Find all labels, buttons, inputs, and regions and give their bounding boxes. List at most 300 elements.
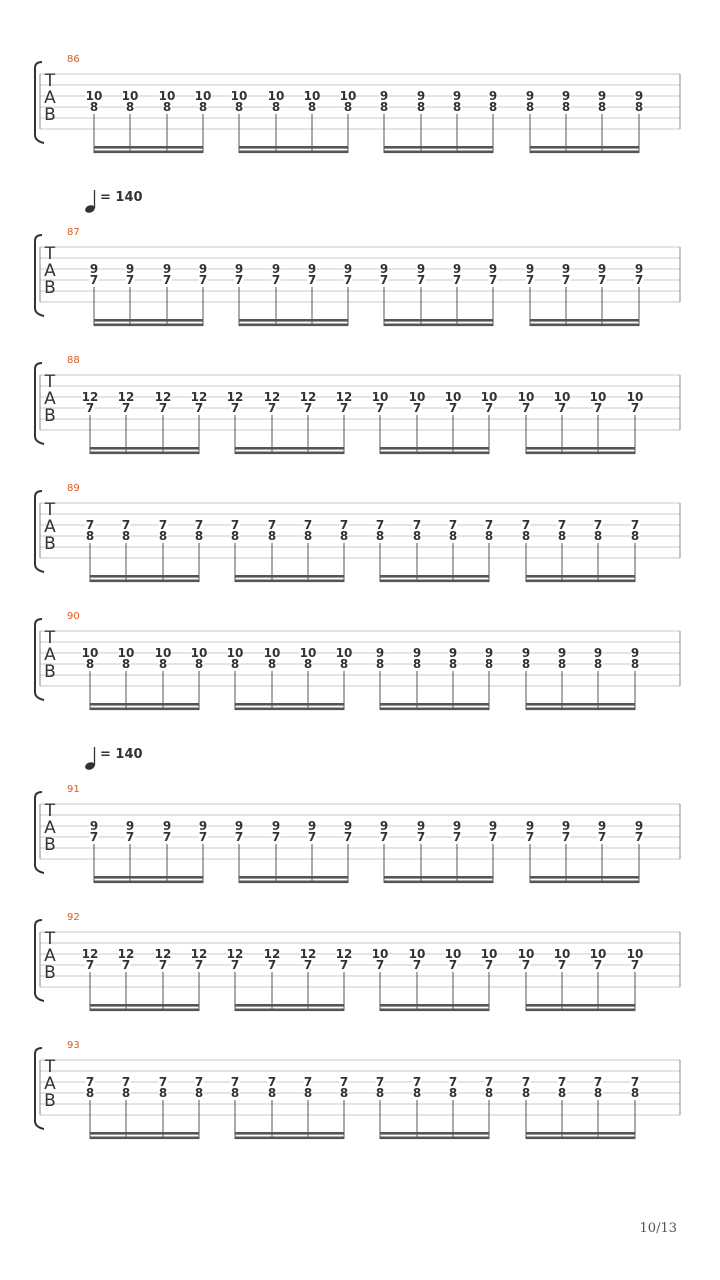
beam-secondary [235, 580, 344, 583]
beam-primary [526, 447, 635, 450]
beam-secondary [239, 881, 348, 884]
measure-number: 87 [67, 227, 80, 238]
beam-secondary [526, 708, 635, 711]
fret-number: 8 [85, 529, 95, 543]
fret-number: 7 [158, 518, 168, 532]
measure-number: 89 [67, 483, 80, 494]
fret-number: 8 [593, 1086, 603, 1100]
fret-number: 9 [198, 262, 208, 276]
fret-number: 9 [271, 819, 281, 833]
fret-number: 7 [85, 518, 95, 532]
fret-number: 9 [448, 646, 458, 660]
beam-primary [90, 1132, 199, 1135]
fret-number: 7 [194, 401, 204, 415]
fret-number: 8 [267, 529, 277, 543]
fret-number: 10 [190, 646, 208, 660]
page-number: 10/13 [639, 1221, 677, 1236]
fret-number: 8 [448, 657, 458, 671]
tab-clef-letter: A [44, 517, 56, 537]
tab-clef-letter: B [44, 534, 56, 554]
fret-number: 12 [190, 947, 208, 961]
fret-number: 10 [226, 646, 244, 660]
fret-number: 9 [416, 89, 426, 103]
fret-number: 9 [597, 819, 607, 833]
fret-number: 9 [597, 262, 607, 276]
fret-number: 9 [561, 262, 571, 276]
fret-number: 8 [303, 657, 313, 671]
fret-number: 9 [379, 262, 389, 276]
fret-number: 7 [267, 401, 277, 415]
beam-secondary [90, 1009, 199, 1012]
fret-number: 9 [379, 819, 389, 833]
beam-secondary [90, 708, 199, 711]
fret-number: 7 [484, 518, 494, 532]
fret-number: 10 [339, 89, 357, 103]
fret-number: 7 [89, 830, 99, 844]
fret-number: 12 [263, 947, 281, 961]
fret-number: 8 [630, 1086, 640, 1100]
fret-number: 10 [230, 89, 248, 103]
tab-clef-letter: T [44, 244, 56, 264]
fret-number: 12 [226, 947, 244, 961]
beam-secondary [380, 708, 489, 711]
fret-number: 7 [230, 1075, 240, 1089]
fret-number: 7 [158, 1075, 168, 1089]
fret-number: 7 [593, 958, 603, 972]
beam-primary [526, 575, 635, 578]
beam-secondary [239, 151, 348, 154]
fret-number: 7 [557, 401, 567, 415]
tab-clef-letter: B [44, 1091, 56, 1111]
fret-number: 9 [525, 89, 535, 103]
fret-number: 7 [521, 1075, 531, 1089]
fret-number: 7 [343, 830, 353, 844]
fret-number: 7 [375, 518, 385, 532]
fret-number: 9 [375, 646, 385, 660]
fret-number: 10 [371, 947, 389, 961]
fret-number: 8 [452, 100, 462, 114]
fret-number: 7 [484, 958, 494, 972]
fret-number: 10 [444, 947, 462, 961]
fret-number: 8 [593, 529, 603, 543]
fret-number: 8 [158, 1086, 168, 1100]
measure-number: 92 [67, 912, 80, 923]
beam-primary [94, 876, 203, 879]
fret-number: 7 [412, 1075, 422, 1089]
fret-number: 8 [303, 529, 313, 543]
fret-number: 7 [121, 401, 131, 415]
fret-number: 9 [198, 819, 208, 833]
fret-number: 8 [521, 657, 531, 671]
fret-number: 12 [299, 947, 317, 961]
beam-primary [526, 703, 635, 706]
fret-number: 10 [81, 646, 99, 660]
fret-number: 10 [480, 390, 498, 404]
fret-number: 8 [412, 1086, 422, 1100]
fret-number: 9 [416, 819, 426, 833]
fret-number: 12 [299, 390, 317, 404]
beam-primary [239, 319, 348, 322]
beam-primary [90, 703, 199, 706]
beam-primary [94, 146, 203, 149]
measure-number: 86 [67, 54, 80, 65]
fret-number: 10 [117, 646, 135, 660]
fret-number: 7 [484, 401, 494, 415]
fret-number: 8 [230, 657, 240, 671]
fret-number: 10 [626, 390, 644, 404]
fret-number: 9 [271, 262, 281, 276]
fret-number: 7 [484, 1075, 494, 1089]
fret-number: 8 [525, 100, 535, 114]
fret-number: 7 [521, 518, 531, 532]
fret-number: 9 [343, 819, 353, 833]
fret-number: 8 [484, 529, 494, 543]
fret-number: 7 [448, 1075, 458, 1089]
fret-number: 7 [194, 958, 204, 972]
fret-number: 9 [234, 819, 244, 833]
fret-number: 8 [484, 1086, 494, 1100]
fret-number: 12 [81, 947, 99, 961]
beam-secondary [526, 452, 635, 455]
beam-primary [94, 319, 203, 322]
measure-number: 91 [67, 784, 80, 795]
fret-number: 9 [125, 819, 135, 833]
fret-number: 7 [630, 518, 640, 532]
tab-clef-letter: A [44, 88, 56, 108]
fret-number: 7 [339, 518, 349, 532]
fret-number: 8 [416, 100, 426, 114]
fret-number: 7 [630, 958, 640, 972]
fret-number: 7 [198, 830, 208, 844]
fret-number: 7 [412, 518, 422, 532]
fret-number: 8 [448, 529, 458, 543]
fret-number: 9 [307, 819, 317, 833]
fret-number: 7 [339, 401, 349, 415]
fret-number: 7 [557, 1075, 567, 1089]
fret-number: 8 [121, 529, 131, 543]
tab-clef-letter: B [44, 835, 56, 855]
fret-number: 9 [484, 646, 494, 660]
beam-primary [380, 575, 489, 578]
beam-primary [380, 447, 489, 450]
beam-secondary [526, 1137, 635, 1140]
fret-number: 8 [484, 657, 494, 671]
fret-number: 8 [557, 657, 567, 671]
fret-number: 9 [488, 819, 498, 833]
fret-number: 10 [517, 947, 535, 961]
fret-number: 7 [525, 273, 535, 287]
fret-number: 10 [444, 390, 462, 404]
fret-number: 7 [630, 401, 640, 415]
fret-number: 9 [634, 89, 644, 103]
tab-clef-letter: A [44, 389, 56, 409]
fret-number: 8 [630, 529, 640, 543]
beam-secondary [235, 452, 344, 455]
fret-number: 10 [154, 646, 172, 660]
fret-number: 7 [125, 830, 135, 844]
tempo-marking: = 140 [100, 190, 143, 205]
tab-clef-letter: B [44, 406, 56, 426]
fret-number: 9 [379, 89, 389, 103]
fret-number: 8 [375, 1086, 385, 1100]
measure-number: 93 [67, 1040, 80, 1051]
beam-primary [384, 876, 493, 879]
fret-number: 10 [408, 390, 426, 404]
fret-number: 7 [375, 1075, 385, 1089]
beam-secondary [530, 151, 639, 154]
fret-number: 8 [375, 657, 385, 671]
fret-number: 10 [299, 646, 317, 660]
beam-secondary [530, 881, 639, 884]
fret-number: 10 [194, 89, 212, 103]
tab-clef-letter: T [44, 801, 56, 821]
fret-number: 7 [343, 273, 353, 287]
beam-secondary [384, 151, 493, 154]
fret-number: 9 [234, 262, 244, 276]
fret-number: 9 [521, 646, 531, 660]
fret-number: 7 [525, 830, 535, 844]
fret-number: 9 [488, 89, 498, 103]
fret-number: 8 [121, 657, 131, 671]
beam-secondary [94, 324, 203, 327]
beam-secondary [235, 708, 344, 711]
fret-number: 8 [303, 1086, 313, 1100]
fret-number: 7 [412, 401, 422, 415]
fret-number: 7 [561, 273, 571, 287]
beam-primary [384, 146, 493, 149]
fret-number: 8 [339, 657, 349, 671]
fret-number: 7 [339, 958, 349, 972]
fret-number: 8 [488, 100, 498, 114]
fret-number: 7 [452, 273, 462, 287]
fret-number: 7 [375, 401, 385, 415]
fret-number: 8 [593, 657, 603, 671]
fret-number: 9 [162, 819, 172, 833]
fret-number: 9 [634, 819, 644, 833]
fret-number: 8 [121, 1086, 131, 1100]
beam-secondary [380, 1009, 489, 1012]
fret-number: 9 [452, 819, 462, 833]
fret-number: 7 [379, 830, 389, 844]
fret-number: 10 [303, 89, 321, 103]
beam-secondary [239, 324, 348, 327]
fret-number: 12 [81, 390, 99, 404]
fret-number: 7 [634, 273, 644, 287]
fret-number: 7 [267, 1075, 277, 1089]
fret-number: 8 [521, 1086, 531, 1100]
beam-secondary [90, 580, 199, 583]
fret-number: 7 [593, 1075, 603, 1089]
fret-number: 8 [597, 100, 607, 114]
fret-number: 10 [335, 646, 353, 660]
fret-number: 8 [375, 529, 385, 543]
beam-primary [384, 319, 493, 322]
fret-number: 9 [488, 262, 498, 276]
beam-primary [235, 1004, 344, 1007]
fret-number: 7 [85, 958, 95, 972]
fret-number: 7 [194, 1075, 204, 1089]
fret-number: 8 [412, 657, 422, 671]
beam-secondary [384, 881, 493, 884]
fret-number: 12 [190, 390, 208, 404]
beam-primary [90, 1004, 199, 1007]
beam-primary [239, 146, 348, 149]
fret-number: 7 [630, 1075, 640, 1089]
tempo-marking: = 140 [100, 747, 143, 762]
fret-number: 10 [626, 947, 644, 961]
fret-number: 9 [307, 262, 317, 276]
beam-secondary [90, 1137, 199, 1140]
tab-clef-letter: A [44, 946, 56, 966]
fret-number: 10 [158, 89, 176, 103]
fret-number: 8 [230, 1086, 240, 1100]
fret-number: 9 [412, 646, 422, 660]
fret-number: 8 [158, 657, 168, 671]
beam-primary [235, 575, 344, 578]
fret-number: 7 [198, 273, 208, 287]
fret-number: 7 [379, 273, 389, 287]
fret-number: 8 [561, 100, 571, 114]
fret-number: 10 [517, 390, 535, 404]
fret-number: 8 [448, 1086, 458, 1100]
fret-number: 7 [416, 830, 426, 844]
fret-number: 8 [634, 100, 644, 114]
beam-secondary [380, 452, 489, 455]
fret-number: 8 [339, 1086, 349, 1100]
fret-number: 7 [597, 273, 607, 287]
fret-number: 9 [89, 819, 99, 833]
beam-secondary [526, 1009, 635, 1012]
beam-secondary [235, 1137, 344, 1140]
beam-primary [235, 1132, 344, 1135]
fret-number: 7 [303, 518, 313, 532]
tab-clef-letter: A [44, 818, 56, 838]
fret-number: 10 [553, 390, 571, 404]
fret-number: 7 [89, 273, 99, 287]
fret-number: 8 [194, 657, 204, 671]
measure-number: 88 [67, 355, 80, 366]
fret-number: 7 [271, 273, 281, 287]
fret-number: 9 [343, 262, 353, 276]
fret-number: 9 [597, 89, 607, 103]
fret-number: 8 [412, 529, 422, 543]
fret-number: 7 [452, 830, 462, 844]
fret-number: 9 [634, 262, 644, 276]
tab-clef-letter: T [44, 372, 56, 392]
tab-clef-letter: T [44, 500, 56, 520]
fret-number: 7 [307, 830, 317, 844]
fret-number: 10 [121, 89, 139, 103]
fret-number: 8 [125, 100, 135, 114]
fret-number: 10 [85, 89, 103, 103]
fret-number: 9 [162, 262, 172, 276]
fret-number: 7 [162, 273, 172, 287]
fret-number: 8 [198, 100, 208, 114]
beam-secondary [380, 1137, 489, 1140]
beam-primary [526, 1132, 635, 1135]
fret-number: 7 [85, 1075, 95, 1089]
fret-number: 7 [634, 830, 644, 844]
fret-number: 12 [226, 390, 244, 404]
fret-number: 9 [452, 89, 462, 103]
fret-number: 9 [630, 646, 640, 660]
tab-clef-letter: A [44, 261, 56, 281]
fret-number: 8 [307, 100, 317, 114]
fret-number: 7 [234, 830, 244, 844]
fret-number: 7 [121, 518, 131, 532]
fret-number: 12 [154, 947, 172, 961]
fret-number: 7 [488, 830, 498, 844]
tab-clef-letter: T [44, 929, 56, 949]
tab-clef-letter: A [44, 1074, 56, 1094]
fret-number: 7 [597, 830, 607, 844]
fret-number: 7 [412, 958, 422, 972]
tab-clef-letter: B [44, 662, 56, 682]
fret-number: 7 [303, 958, 313, 972]
tab-clef-letter: B [44, 105, 56, 125]
fret-number: 9 [525, 262, 535, 276]
beam-primary [530, 146, 639, 149]
fret-number: 12 [335, 390, 353, 404]
fret-number: 10 [263, 646, 281, 660]
fret-number: 8 [557, 529, 567, 543]
fret-number: 7 [234, 273, 244, 287]
beam-secondary [526, 580, 635, 583]
fret-number: 7 [267, 518, 277, 532]
fret-number: 7 [593, 401, 603, 415]
fret-number: 8 [234, 100, 244, 114]
fret-number: 9 [89, 262, 99, 276]
fret-number: 8 [557, 1086, 567, 1100]
beam-secondary [94, 151, 203, 154]
fret-number: 7 [448, 518, 458, 532]
fret-number: 9 [525, 819, 535, 833]
tab-clef-letter: A [44, 645, 56, 665]
fret-number: 7 [162, 830, 172, 844]
fret-number: 12 [117, 947, 135, 961]
fret-number: 10 [553, 947, 571, 961]
fret-number: 8 [194, 529, 204, 543]
fret-number: 7 [521, 401, 531, 415]
fret-number: 9 [593, 646, 603, 660]
fret-number: 7 [416, 273, 426, 287]
fret-number: 7 [557, 958, 567, 972]
tab-clef-letter: B [44, 963, 56, 983]
fret-number: 8 [271, 100, 281, 114]
fret-number: 12 [117, 390, 135, 404]
fret-number: 12 [335, 947, 353, 961]
fret-number: 10 [589, 390, 607, 404]
fret-number: 9 [416, 262, 426, 276]
fret-number: 9 [452, 262, 462, 276]
fret-number: 8 [85, 657, 95, 671]
fret-number: 10 [371, 390, 389, 404]
tab-clef-letter: T [44, 628, 56, 648]
fret-number: 9 [561, 819, 571, 833]
fret-number: 8 [267, 657, 277, 671]
beam-primary [380, 1004, 489, 1007]
fret-number: 8 [343, 100, 353, 114]
fret-number: 7 [307, 273, 317, 287]
fret-number: 7 [271, 830, 281, 844]
fret-number: 12 [154, 390, 172, 404]
beam-primary [235, 447, 344, 450]
fret-number: 8 [267, 1086, 277, 1100]
fret-number: 8 [230, 529, 240, 543]
fret-number: 7 [121, 1075, 131, 1089]
fret-number: 10 [408, 947, 426, 961]
fret-number: 8 [630, 657, 640, 671]
